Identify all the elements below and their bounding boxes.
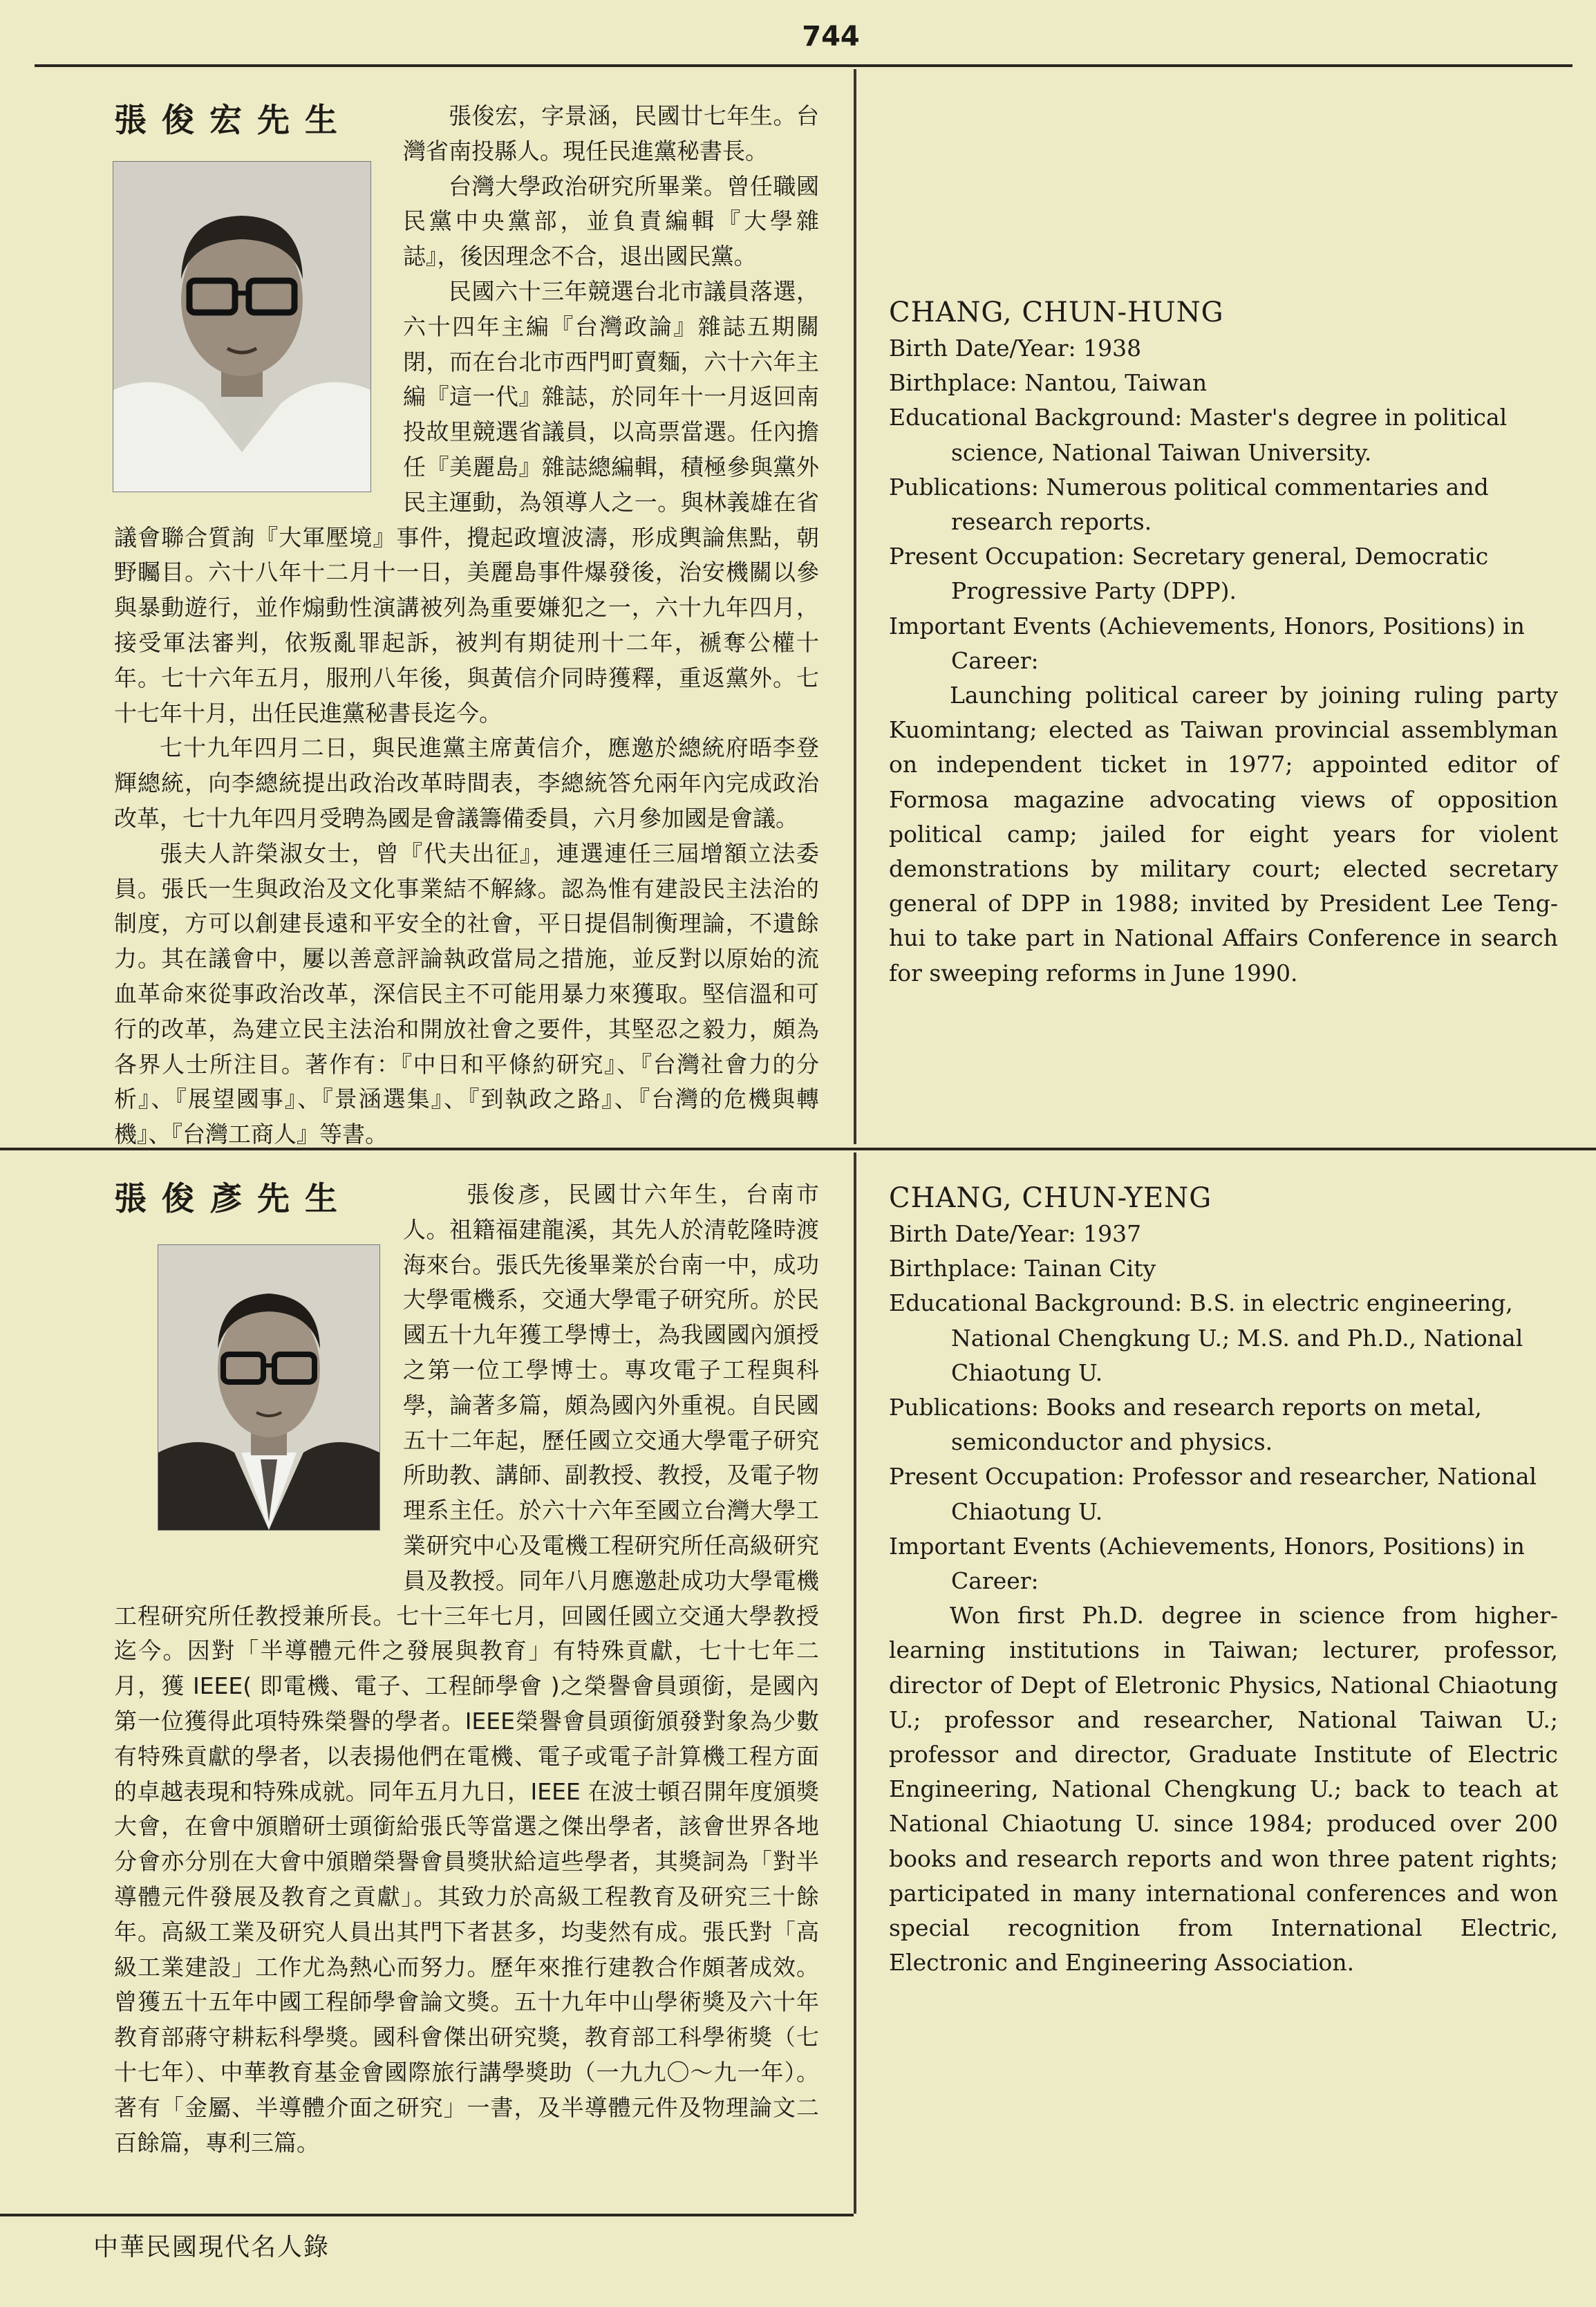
page-number: 744 xyxy=(802,21,860,53)
en-field-occupation: Present Occupation: Secretary general, Democratic Progressive Party (DPP). xyxy=(889,543,1489,605)
en-field-publications: Publications: Books and research reports on metal, semiconductor and physics. xyxy=(889,1394,1482,1456)
en-field-birthplace: Birthplace: Tainan City xyxy=(889,1255,1156,1282)
cn-paragraph: 民國六十三年競選台北市議員落選，六十四年主編『台灣政論』雜誌五期關閉，而在台北市西門町賣麵，六十六年主編『這一代』雜誌，於同年十一月返回南投故里競選省議員，以高票當選。任內擔任『美麗島』雜誌總編輯，積極參與黨外民主運動，為領導人之一。與林義雄在省議會聯合質詢『大軍壓境』事件，攪起政壇波濤，形成輿論焦點，朝野矚目。六十八年十二月十一日，美麗島事件爆發後，治安機關以參與暴動遊行，並作煽動性演講被列為重要嫌犯之一，六十九年四月，接受軍法審判，依叛亂罪起訴，被判有期徒刑十二年，褫奪公權十年。七十六年五月，服刑八年後，與黃信介同時獲釋，重返黨外。七十七年十月，出任民進黨秘書長迄今。 xyxy=(114,277,819,727)
en-field-publications: Publications: Numerous political commentaries and research reports. xyxy=(889,473,1489,536)
cn-paragraph: 七十九年四月二日，與民進黨主席黃信介，應邀於總統府晤李登輝總統，向李總統提出政治改革時間表，李總統答允兩年內完成政治改革，七十九年四月受聘為國是會議籌備委員，六月參加國是會議。 xyxy=(114,734,819,832)
en-career-paragraph: Launching political career by joining ruling party Kuomintang; elected as Taiwan provincial assemblyman on independent ticket in 1977; appointed editor of Formosa magazine advocating views of opposition political camp; jailed for eight years for violent demonstrations by military court; elected secretary general of DPP in 1988; invited by President Lee Teng-hui to take part in National Affairs Conference in search for sweeping reforms in June 1990. xyxy=(889,682,1558,987)
chinese-name-heading: 張俊彥先生 xyxy=(114,1180,353,1218)
chinese-biography-text xyxy=(114,1177,819,2160)
en-field-birthplace: Birthplace: Nantou, Taiwan xyxy=(889,369,1208,397)
english-biography xyxy=(889,1179,1558,1980)
cn-paragraph: 張俊彥，民國廿六年生，台南市人。祖籍福建龍溪，其先人於清乾隆時渡海來台。張氏先後畢業於台南一中，成功大學電機系，交通大學電子研究所。於民國五十九年獲工學博士，為我國國內頒授之第一位工學博士。專攻電子工程與科學，論著多篇，頗為國內外重視。自民國五十二年起，歷任國立交通大學電子研究所助教、講師、副教授、教授，及電子物理系主任。於六十六年至國立台灣大學工業研究中心及電機工程研究所任高級研究員及教授。同年八月應邀赴成功大學電機工程研究所任教授兼所長。七十三年七月，回國任國立交通大學教授迄今。因對「半導體元件之發展與教育」有特殊貢獻，七十七年二月，獲 IEEE( 即電機、電子、工程師學會 )之榮譽會員頭銜，是國內第一位獲得此項特殊榮譽的學者。IEEE榮譽會員頭銜頒發對象為少數有特殊貢獻的學者，以表揚他們在電機、電子或電子計算機工程方面的卓越表現和特殊成就。同年五月九日，IEEE 在波士頓召開年度頒獎大會，在會中頒贈研士頭銜給張氏等當選之傑出學者，該會世界各地分會亦分別在大會中頒贈榮譽會員獎狀給這些學者，其獎詞為「對半導體元件發展及教育之貢獻」。其致力於高級工程教育及研究三十餘年。高級工業及研究人員出其門下者甚多，均斐然有成。張氏對「高級工業建設」工作尤為熱心而努力。歷年來推行建教合作頗著成效。曾獲五十五年中國工程師學會論文獎。五十九年中山學術獎及六十年教育部蔣守耕耘科學獎。國科會傑出研究獎，教育部工科學術獎（七十七年）、中華教育基金會國際旅行講學獎助（一九九〇～九一年）。著有「金屬、半導體介面之研究」一書，及半導體元件及物理論文二百餘篇，專利三篇。 xyxy=(114,1181,819,2156)
english-biography xyxy=(889,294,1558,991)
column-divider-bottom xyxy=(854,1152,856,2214)
en-field-education: Educational Background: B.S. in electric engineering, National Chengkung U.; M.S. and Ph.D., National Chiaotung U. xyxy=(889,1289,1523,1386)
en-field-occupation: Present Occupation: Professor and researcher, National Chiaotung U. xyxy=(889,1463,1537,1525)
cn-paragraph: 張俊宏，字景涵，民國廿七年生。台灣省南投縣人。現任民進黨秘書長。 xyxy=(403,102,819,165)
column-divider-top xyxy=(854,69,856,1144)
en-field-important-events: Important Events (Achievements, Honors, Positions) in Career: xyxy=(889,1532,1525,1595)
chinese-biography-text xyxy=(114,99,819,1152)
en-field-birth-date: Birth Date/Year: 1937 xyxy=(889,1220,1142,1247)
en-career-paragraph: Won first Ph.D. degree in science from higher-learning institutions in Taiwan; lecturer, professor, director of Dept of Eletronic Physics, National Chiaotung U.; professor and researcher, National Taiwan U.; professor and director, Graduate Institute of Electric Engineering, National Chengkung U.; back to teach at National Chiaotung U. since 1984; produced over 200 books and research reports and won three patent rights; participated in many international conferences and won special recognition from International Electric, Electronic and Engineering Association. xyxy=(889,1602,1558,1977)
top-rule xyxy=(35,64,1572,67)
chinese-name-heading: 張俊宏先生 xyxy=(114,102,353,140)
footer-book-title: 中華民國現代名人錄 xyxy=(93,2233,330,2261)
english-name-heading: CHANG, CHUN-HUNG xyxy=(889,297,1224,328)
en-field-important-events: Important Events (Achievements, Honors, Positions) in Career: xyxy=(889,612,1525,674)
en-field-education: Educational Background: Master's degree in political science, National Taiwan University. xyxy=(889,404,1508,466)
cn-paragraph: 張夫人許榮淑女士，曾『代夫出征』，連選連任三屆增額立法委員。張氏一生與政治及文化事業結不解緣。認為惟有建設民主法治的制度，方可以創建長遠和平安全的社會，平日提倡制衡理論，不遺餘力。其在議會中，屢以善意評論執政當局之措施，並反對以原始的流血革命來從事政治改革，深信民主不可能用暴力來獲取。堅信溫和可行的改革，為建立民主法治和開放社會之要件，其堅忍之毅力，頗為各界人士所注目。著作有：『中日和平條約研究』、『台灣社會力的分析』、『展望國事』、『景涵選集』、『到執政之路』、『台灣的危機與轉機』、『台灣工商人』等書。 xyxy=(114,839,819,1148)
english-name-heading: CHANG, CHUN-YENG xyxy=(889,1182,1212,1214)
en-field-birth-date: Birth Date/Year: 1938 xyxy=(889,335,1142,362)
cn-paragraph: 台灣大學政治研究所畢業。曾任職國民黨中央黨部，並負責編輯『大學雜誌』，後因理念不合，退出國民黨。 xyxy=(403,172,819,270)
bottom-rule xyxy=(0,2214,854,2216)
